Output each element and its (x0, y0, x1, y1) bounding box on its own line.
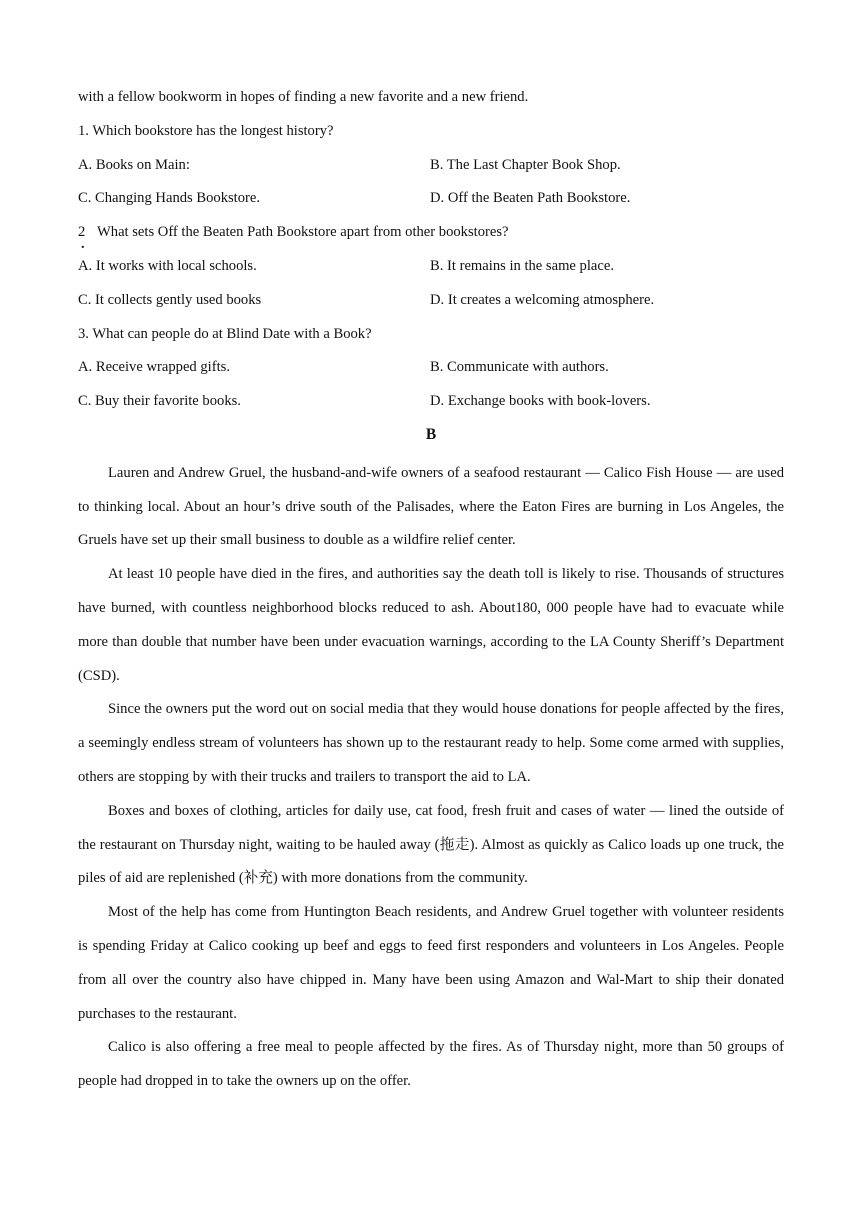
question-2-option-b: B. It remains in the same place. (430, 257, 614, 274)
question-2-option-a: A. It works with local schools. (78, 257, 257, 274)
question-2-option-c: C. It collects gently used books (78, 291, 262, 308)
question-1-option-d: D. Off the Beaten Path Bookstore. (430, 190, 631, 207)
section-b-paragraph-5: Most of the help has come from Huntington Beach residents, and Andrew Gruel together with volunteer residents is spending Friday at Calico cooking up beef and eggs to feed first responders and volunteers in Los Angeles. People from all over the country also have chipped in. Many have been using Amazon and Wal-Mart to ship their donated purchases to the restaurant. (78, 904, 784, 1022)
question-2-stem: What sets Off the Beaten Path Bookstore apart from other bookstores? (97, 224, 509, 241)
question-3-option-b: B. Communicate with authors. (430, 359, 609, 376)
question-2-options-row-2 (78, 288, 784, 322)
section-b-paragraph-2: At least 10 people have died in the fires, and authorities say the death toll is likely to rise. Thousands of structures have burned, with countless neighborhood blocks reduced to ash. About180, 000 people have had to evacuate while more than double that number have been under evacuation warnings, according to the LA County Sheriff’s Department (CSD). (78, 566, 784, 684)
question-2-number: 2 . (78, 224, 86, 253)
question-1-options-row-2 (78, 186, 784, 220)
question-3-options-row-1 (78, 355, 784, 389)
question-3-option-a: A. Receive wrapped gifts. (78, 359, 230, 376)
question-1-stem: 1. Which bookstore has the longest history? (78, 122, 334, 139)
question-2-options-row-1 (78, 254, 784, 288)
section-b-title: B (425, 425, 437, 443)
question-1-option-b: B. The Last Chapter Book Shop. (430, 156, 621, 173)
question-2-number-dot: . (81, 237, 85, 253)
question-2-option-d: D. It creates a welcoming atmosphere. (430, 291, 655, 308)
question-1-option-a: A. Books on Main: (78, 156, 190, 173)
section-b-paragraph-1: Lauren and Andrew Gruel, the husband-and-wife owners of a seafood restaurant — Calico Fish House — are used to thinking local. About an hour’s drive south of the Palisades, where the Eaton Fires are burning in Los Angeles, the Gruels have set up their small business to double as a wildfire relief center. (78, 464, 784, 549)
question-3-options-row-2 (78, 389, 784, 423)
question-1-options-row-1 (78, 153, 784, 187)
document-page (78, 85, 784, 1099)
question-3-option-c: C. Buy their favorite books. (78, 393, 241, 410)
question-3-stem: 3. What can people do at Blind Date with a Book? (78, 325, 372, 342)
question-3-option-d: D. Exchange books with book-lovers. (430, 393, 651, 410)
question-2-stem-line (78, 220, 784, 254)
question-1-option-c: C. Changing Hands Bookstore. (78, 190, 261, 207)
section-b-paragraph-4: Boxes and boxes of clothing, articles for daily use, cat food, fresh fruit and cases of water — lined the outside of the restaurant on Thursday night, waiting to be hauled away (拖走). Almost as quickly as Calico loads up one truck, the piles of aid are replenished (补充) with more donations from the community. (78, 802, 784, 887)
section-b-paragraph-6: Calico is also offering a free meal to people affected by the fires. As of Thursday night, more than 50 groups of people had dropped in to take the owners up on the offer. (78, 1039, 784, 1090)
intro-tail: with a fellow bookworm in hopes of finding a new favorite and a new friend. (78, 89, 529, 105)
section-b-paragraph-3: Since the owners put the word out on social media that they would house donations for people affected by the fires, a seemingly endless stream of volunteers has shown up to the restaurant ready to help. Some come armed with supplies, others are stopping by with their trucks and trailers to transport the aid to LA. (78, 701, 784, 785)
